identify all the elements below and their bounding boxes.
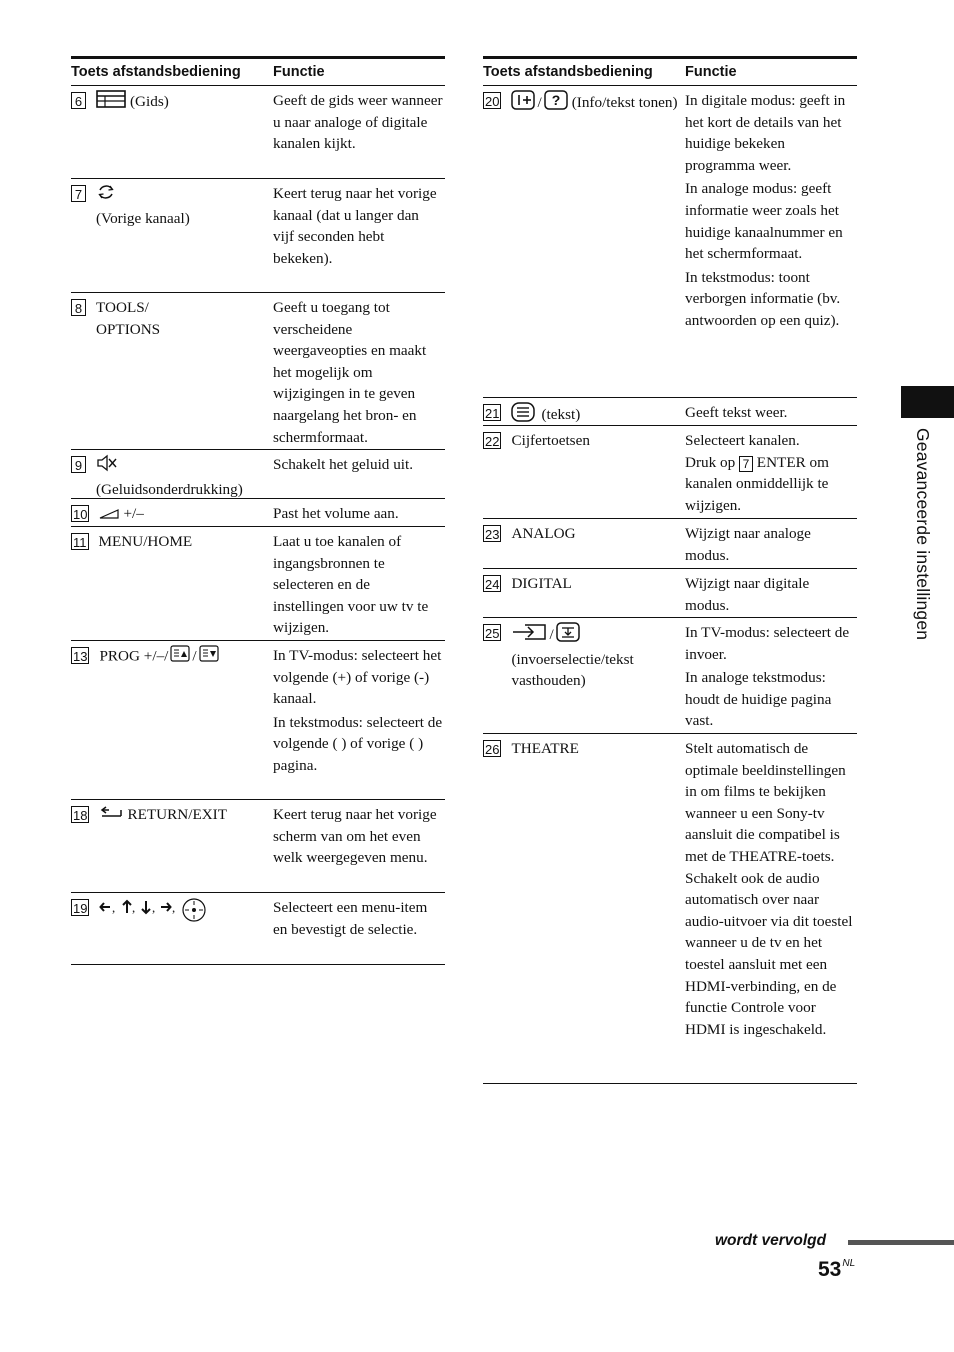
row-number: 21 (485, 406, 500, 421)
function-text: In tekstmodus: selecteert de volgende ( ) of vorige ( ) pagina. (273, 713, 443, 774)
table-row (71, 893, 445, 965)
arrows-icon (99, 897, 209, 930)
function-text-part: ENTER om kanalen onmiddellijk te wijzigen. (685, 453, 829, 514)
function-text: Keert terug naar het vorige kanaal (dat u langer dan vijf seconden hebt bekeken). (273, 185, 437, 267)
row-number: 24 (485, 577, 500, 592)
table-row: 20 / ? (Info/tekst tonen) In digitale modus: geeft in het kort de details van het huidige bekeken programma weer. In analoge modus: geeft informatie weer zoals het huidige kanaalnummer en het schermformaat. In tekstmodus: toont verborgen informatie (bv. antwoorden op een quiz). (483, 86, 857, 398)
key-label: +/– (123, 505, 144, 522)
key-label: PROG +/–/ (99, 647, 169, 665)
function-text: Wijzigt naar digitale modus. (685, 575, 810, 614)
function-text: Laat u toe kanalen of ingangsbronnen te selecteren en de instellingen voor uw tv te wijzigen. (273, 533, 429, 637)
svg-text:,: , (132, 900, 136, 915)
row-number: 25 (485, 626, 500, 641)
table-row (483, 426, 857, 519)
function-text: In analoge modus: geeft informatie weer zoals het huidige kanaalnummer en het schermformaat. (685, 180, 843, 263)
key-label: (Gids) (130, 92, 169, 110)
svg-text:?: ? (551, 92, 560, 108)
row-number: 13 (73, 649, 88, 664)
continued-rule (848, 1240, 954, 1245)
page-up-icon (170, 645, 190, 669)
table-row (71, 527, 445, 641)
function-text: Geeft tekst weer. (685, 404, 788, 421)
key-label: Cijfertoetsen (511, 432, 590, 449)
header-function: Functie (685, 64, 737, 80)
key-label: (tekst) (541, 405, 581, 423)
table-row: 25 / (invoerselectie/tekst vasthouden) In TV-modus: selecteert de invoer. In analoge tekstmodus: houdt de huidige pagina vast. (483, 618, 857, 734)
table-header (483, 59, 857, 86)
table-row (483, 734, 857, 1084)
row-number: 8 (71, 299, 86, 316)
svg-text:,: , (112, 900, 116, 915)
function-text-part: Selecteert kanalen. (685, 432, 800, 449)
row-number: 19 (73, 901, 88, 916)
continued-note: wordt vervolgd (715, 1232, 827, 1249)
section-tab-marker (901, 386, 954, 418)
jump-icon (96, 183, 116, 208)
row-number: 7 (71, 185, 86, 202)
table-row (71, 293, 445, 450)
key-label: MENU/HOME (98, 533, 193, 550)
svg-text:,: , (172, 900, 176, 915)
function-text: In TV-modus: selecteert het volgende (+) of vorige (-) kanaal. (273, 647, 442, 708)
info-icon (511, 90, 535, 117)
table-row (71, 499, 445, 527)
function-text: In digitale modus: geeft in het kort de details van het huidige bekeken programma weer. (685, 92, 846, 174)
function-text: Wijzigt naar analoge modus. (685, 525, 811, 564)
section-side-label: Geavanceerde instellingen (913, 428, 933, 641)
guide-icon (96, 90, 126, 115)
key-label: (Info/tekst tonen) (571, 93, 678, 111)
header-key: Toets afstandsbediening (71, 64, 241, 80)
function-text: Selecteert een menu-item en bevestigt de selectie. (273, 899, 428, 938)
page-language-suffix: NL (842, 1258, 856, 1269)
volume-icon (99, 504, 119, 526)
function-text: In tekstmodus: toont verborgen informatie (bv. antwoorden op een quiz). (685, 268, 841, 329)
key-label: TOOLS/ OPTIONS (96, 299, 161, 338)
header-function: Functie (273, 64, 325, 80)
key-label: THEATRE (511, 740, 579, 757)
function-text: In TV-modus: selecteert de invoer. (685, 624, 850, 663)
table-row (71, 86, 445, 179)
function-text: Geeft de gids weer wanneer u naar analoge of digitale kanalen kijkt. (273, 92, 443, 153)
function-text: Schakelt het geluid uit. (273, 456, 414, 473)
return-icon (99, 805, 123, 827)
table-row: 13 PROG +/–/ / In TV-modus: selecteert het volgende (+) of vorige (-) kanaal. In tekstmodus: selecteert de volgende ( ) of vorige ( ) pagina. (71, 641, 445, 800)
row-number: 22 (485, 434, 500, 449)
page-down-icon (199, 645, 219, 669)
key-label: (Vorige kanaal) (96, 209, 190, 227)
table-row (483, 569, 857, 618)
text-icon (511, 402, 535, 429)
table-row (483, 519, 857, 569)
table-row (483, 398, 857, 426)
row-number: 18 (73, 808, 88, 823)
function-text (685, 430, 855, 516)
row-number: 9 (71, 456, 86, 473)
row-number: 6 (71, 92, 86, 109)
table-header (71, 59, 445, 86)
mute-icon (96, 454, 118, 479)
key-label: (invoerselectie/tekst vasthouden) (511, 650, 634, 690)
question-icon (544, 90, 568, 117)
left-table (71, 56, 445, 965)
table-row (71, 179, 445, 293)
inline-key-number: 7 (739, 456, 753, 472)
row-number: 20 (485, 94, 500, 109)
row-number: 26 (485, 742, 500, 757)
text-hold-icon (556, 622, 580, 649)
table-row (71, 800, 445, 893)
key-label: RETURN/EXIT (127, 806, 228, 823)
function-text: In analoge tekstmodus: houdt de huidige pagina vast. (685, 669, 832, 730)
function-text: Stelt automatisch de optimale beeldinstellingen in om films te bekijken wanneer u een Sony-tv aansluit die compatibel is met de THEATRE-toets. Schakelt ook de audio automatisch over naar audio-uitvoer via dit toestel wanneer u de tv en het toestel aansluit met een HDMI-verbinding, en de functie Controle voor HDMI is ingeschakeld. (685, 740, 853, 1038)
function-text: Geeft u toegang tot verscheidene weergaveopties en maakt het mogelijk om wijzigingen in te geven naargelang het bron- en schermformaat. (273, 299, 427, 446)
svg-text:,: , (152, 900, 156, 915)
table-row (71, 450, 445, 499)
row-number: 23 (485, 527, 500, 542)
input-icon (511, 622, 547, 649)
page-number-value: 53 (818, 1258, 842, 1281)
header-key: Toets afstandsbediening (483, 64, 653, 80)
key-label: (Geluidsonderdrukking) (96, 480, 243, 498)
function-text: Past het volume aan. (273, 505, 399, 522)
page-number (818, 1258, 855, 1282)
key-label: DIGITAL (511, 575, 572, 592)
function-text-part: Druk op (685, 453, 736, 471)
right-table (483, 56, 857, 1084)
row-number: 11 (73, 535, 87, 550)
row-number: 10 (73, 507, 88, 522)
key-label: ANALOG (511, 525, 576, 542)
function-text: Keert terug naar het vorige scherm van om het even welk weergegeven menu. (273, 806, 437, 867)
